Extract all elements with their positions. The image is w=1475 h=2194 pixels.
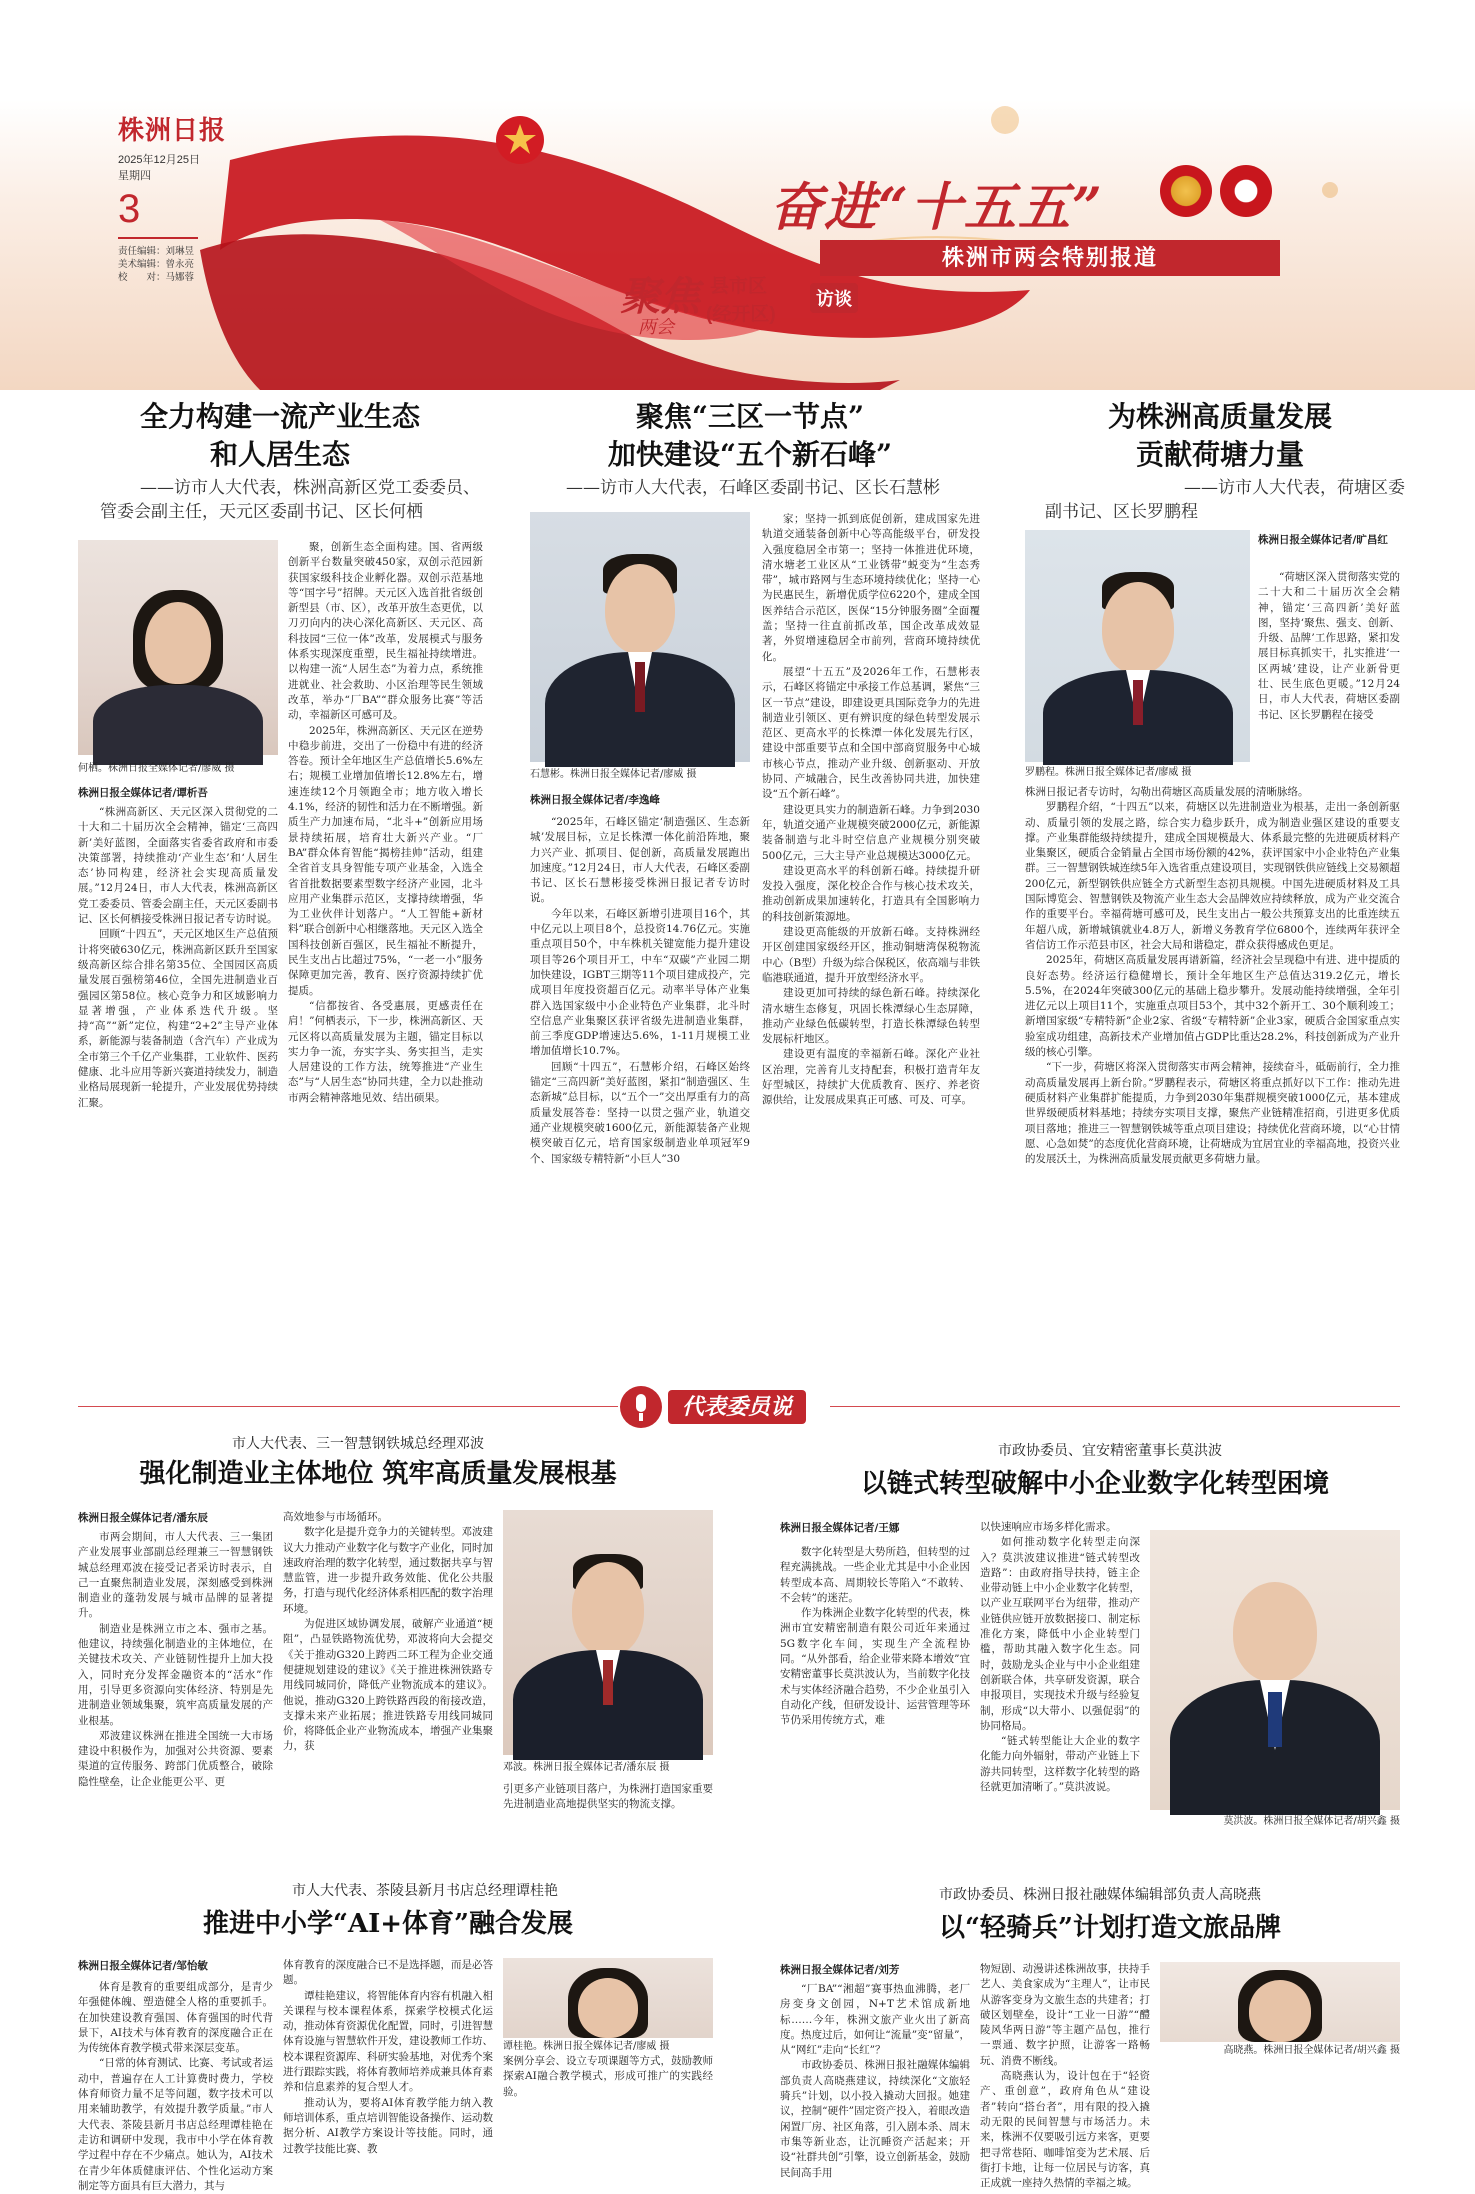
rep-b-col1 [780, 1545, 970, 1835]
rep-a-col2-p3: 为促进区域协调发展，破解产业通道“梗阻”，凸显铁路物流优势，邓波将向大会提交《关于推动G320上跨西二环工程为企业交通便捷规划建设的建议》《关于推进株洲铁路专用线同城同价，降低产业物流成本的建议》。他说，推动G320上跨铁路西段的衔接改造，支撑未来产业拓展；推进铁路专用线同城同价，将降低企业产业物流成本，增强产业集聚力，获 [283, 1618, 493, 1753]
issue-weekday: 星期四 [118, 170, 151, 182]
article-1-byline: 株洲日报全媒体记者/谭析吾 [78, 787, 208, 799]
section-label: 代表委员说 [668, 1390, 806, 1424]
rep-a-caption: 邓波。株洲日报全媒体记者/潘东辰 摄 [503, 1762, 670, 1773]
article-3-full-p4: “下一步，荷塘区将深入贯彻落实市两会精神，接续奋斗，砥砺前行，全力推动高质量发展再上新台阶。”罗鹏程表示，荷塘区将重点抓好以下工作：推动先进硬质材料产业集群扩能提质，力争到2030年集群规模突破1000亿元，基本建成世界级硬质材料基地；持续夯实项目支撑，聚焦产业链精准招商，引进更多优质项目落地；推进三一智慧钢铁城等重点项目建设；持续优化营商环境，以“心甘情愿、心急如焚”的态度优化营商环境，让荷塘成为宜居宜业的幸福高地，投资兴业的发展沃土，为株洲高质量发展贡献更多荷塘力量。 [1025, 1061, 1400, 1166]
rep-d-col2-p2: 高晓燕认为，设计包在于“轻资产、重创意”，政府角色从“建设者”转向“搭台者”，用有限的投入撬动无限的民间智慧与市场活力。未来，株洲不仅要吸引远方来客，更要把寻常巷陌、咖啡馆变为艺术展、后街打卡地，让每一位居民与访客，真正成就一座持久热情的幸福之城。 [980, 2070, 1150, 2190]
rep-a-col2 [283, 1510, 493, 1855]
rep-d-col1 [780, 1982, 970, 2179]
article-2-col1-p1: “2025年，石峰区锚定‘制造强区、生态新城’发展目标，立足长株潭一体化前沿阵地，聚力兴产业、抓项目、促创新，高质量发展跑出加速度。”12月24日，市人大代表，石峰区委副书记、区长石慧彬接受株洲日报记者专访时说。 [530, 816, 750, 905]
article-2-title-line2: 加快建设“五个新石峰” [607, 438, 893, 471]
article-3-subtitle [1045, 476, 1405, 524]
rep-b-kicker: 市政协委员、宜安精密董事长莫洪波 [998, 1443, 1222, 1459]
rep-a-col1 [78, 1530, 273, 1855]
focus-badge [620, 265, 880, 345]
section-divider-left [78, 1406, 618, 1407]
rep-b-col1-p2: 作为株洲企业数字化转型的代表，株洲市宜安精密制造有限公司近年来通过5G数字化车间，实现生产全流程协同。“从外部看，给企业带来降本增效”宜安精密董事长莫洪波认为，当前数字化技术与实体经济融合趋势，不少企业虽引入自动化产线，但研发设计、运营管理等环节仍采用传统方式，难 [780, 1607, 970, 1727]
article-2-col2-p2: 展望“十五五”及2026年工作，石慧彬表示，石峰区将锚定中承接工作总基调，紧焦“三区一节点”建设，即建设更具国际竞争力的先进制造业引领区、更有辨识度的绿色转型发展示范区、更高水平的长株潭一体化发展先行区，建设中部重要节点和全国中部商贸服务中心城市核心节点，推动产业升级、创新驱动、开放协同、产城融合，民生改善协同共进，加快建设“五个新石峰”。 [762, 665, 980, 801]
article-1-title-line1: 全力构建一流产业生态 [139, 400, 420, 433]
article-3-subtitle-line1: ——访市人大代表，荷塘区委 [1184, 478, 1405, 498]
rep-d-caption: 高晓燕。株洲日报全媒体记者/胡兴鑫 摄 [1223, 2045, 1400, 2056]
article-3-headline [1040, 398, 1400, 474]
rep-a-title: 强化制造业主体地位 筑牢高质量发展根基 [139, 1459, 617, 1489]
article-2-headline [540, 398, 960, 474]
rep-c-after-p1: 案例分享会、设立专项课题等方式，鼓励教师探索AI融合教学模式，形成可推广的实践经验。 [503, 2055, 713, 2098]
article-1-subtitle [100, 476, 480, 524]
article-2-col1-p2: 今年以来，石峰区新增引进项目16个，其中亿元以上项目8个，总投资14.76亿元。实施重点项目50个，中车株机关键宽能力提升建设项目等26个项目开工，中车“双碳”产业园二期加快建设，IGBT三期等11个项目建成投产，完成项目年度投资超百亿元。动率半导体产业集群入选国家级中小企业特色产业集群，北斗时空信息产业集聚区获评省级先进制造业集群，前三季度GDP增速达5.6%，1-11月规模工业增加值增长10.7%。 [530, 907, 750, 1058]
rep-b-col1-p1: 数字化转型是大势所趋，但转型的过程充满挑战。一些企业尤其是中小企业因转型成本高、周期较长等陷入“不敢转、不会转”的迷茫。 [780, 1546, 970, 1604]
article-2-col2-p7: 建设更有温度的幸福新石峰。深化产业社区治理，完善育儿支持配套，积极打造青年友好型城区，持续扩大优质教育、医疗、养老资源供给，让发展成果真正可感、可及、可享。 [762, 1048, 980, 1107]
rep-c-col1-p1: 体育是教育的重要组成部分，是青少年强健体魄、塑造健全人格的重要抓手。在加快建设教育强国、体育强国的时代背景下，AI技术与体育教育的深度融合正在为传统体育教学模式带来深层变革。 [78, 1981, 273, 2055]
article-2-title-line1: 聚焦“三区一节点” [635, 400, 865, 433]
article-3-byline: 株洲日报全媒体记者/旷昌红 [1258, 534, 1388, 546]
article-2-col2-p5: 建设更高能级的开放新石峰。支持株洲经开区创建国家级经开区，推动铜塘湾保税物流中心（B型）升级为综合保税区，依高端与非铁临港联通道，提升开放型经济水平。 [762, 926, 980, 984]
art-editor-credit: 美术编辑：曾永亮 [118, 259, 195, 270]
rep-a-photo [503, 1510, 713, 1755]
section-divider-right [830, 1406, 1400, 1407]
rep-c-after-photo [503, 2054, 713, 2098]
cppcc-emblem-icon [1220, 165, 1272, 217]
article-2-col2-p6: 建设更加可持续的绿色新石峰。持续深化清水塘生态修复，巩固长株潭绿心生态屏障，推动产业绿色低碳转型，打造长株潭绿色转型发展标杆地区。 [762, 987, 980, 1046]
rep-d-col2-p1: 物短剧、动漫讲述株洲故事，扶持手艺人、美食家成为“主理人”，让市民从游客变身为文旅生态的共建者；打破区划壁垒，设计“工业一日游”“醴陵风华两日游”等主题产品包，推行一票通、数字护照，让游客一路畅玩、消费不断线。 [980, 1963, 1150, 2067]
rep-d-photo [1160, 1962, 1400, 2042]
rep-a-col1-p3: 邓波建议株洲在推进全国统一大市场建设中积极作为，加强对公共资源、要素渠道的宣传服务、跨部门优质整合，破除隐性壁垒，让企业能更公平、更 [78, 1729, 273, 1788]
rep-a-col2-p1: 高效地参与市场循环。 [283, 1511, 388, 1523]
rep-a-after-p1: 引更多产业链项目落户，为株洲打造国家重要先进制造业高地提供坚实的物流支撑。 [503, 1783, 713, 1811]
lianghui-word: 两会 [638, 317, 674, 338]
rep-c-col1-p2: “日常的体育测试、比赛、考试或者运动中，普遍存在人工计算费时费力，学校体育师资力量不足等问题，数字技术可以用来辅助教学，有效提升教学质量。”市人大代表、茶陵县新月书店总经理谭桂艳在走访和调研中发现，我市中小学在体育教学过程中存在不少痛点。她认为，AI技术在青少年体质健康评估、个性化运动方案制定等方面具有巨大潜力，其与 [78, 2057, 273, 2192]
article-3-full-p3: 2025年，荷塘区高质量发展再谱新篇，经济社会呈现稳中有进、进中提质的良好态势。经济运行稳健增长，预计全年地区生产总值达319.2亿元，增长5.5%，在2024年突破300亿元的基础上稳步攀升。发展动能持续增强，全年引进亿元以上项目11个，实施重点项目53个，其中32个新开工、30个顺利竣工；新增国家级“专精特新”企业2家、省级“专精特新”企业3家，硬质合金国家重点实验室成功组建，高新技术产业增加值占GDP比重达28.2%，科技创新成为产业升级的核心引擎。 [1025, 954, 1400, 1059]
article-3-full-p2: 罗鹏程介绍，“十四五”以来，荷塘区以先进制造业为根基，走出一条创新驱动、质量引领的发展之路，综合实力稳步跃升，成为制造业强区建设的重要支撑。产业集群能级持续提升，建成全国规模最大、体系最完整的先进硬质材料产业集聚区，硬质合金销量占全国市场份额的42%，获评国家中小企业特色产业集群。三一智慧钢铁城连续5年入选省重点建设项目，实现钢铁供应链线上交易额超200亿元，新型钢铁供应链全方式新型生态初具规模。中国先进硬质材料及工具国际博览会、智慧钢铁及物流产业生态大会品牌效应持续释放，成为产业交流合作的重要平台。幸福荷塘可感可及，民生支出占一般公共预算支出的比重连续五年超八成，新增城镇就业4.8万人，新增义务教育学位6800个，连续两年获评全省信访工作示范县市区，社会大局和谐稳定，群众获得感成色更足。 [1025, 801, 1400, 951]
article-2-col1-p3: 回顾“十四五”，石慧彬介绍，石峰区始终锚定“三高四新”美好蓝图，紧扣“制造强区、生态新城”总目标，以“五个一”交出厚重有力的高质量发展答卷：坚持一以贯之强产业，轨道交通产业规模突破1600亿元，新能源装备产业规模突破百亿元，培育国家级制造业单项冠军9个、国家级专精特新“小巨人”30 [530, 1060, 750, 1165]
article-1-col1-p2: 回顾“十四五”，天元区地区生产总值预计将突破630亿元，株洲高新区跃升至国家级高新区综合排名第35位、全国园区高质量发展百强榜第46位，全国先进制造业百强园区第58位。核心竞争力和区域影响力显著增强，产业体系迭代升级。坚持“高”“新”定位，构建“2+2”主导产业体系，新能源与装备制造（含汽车）产业成为全市第三个千亿产业集群，工业软件、医药健康、北斗应用等新兴赛道持续发力，制造业格局展现新一轮提升，产业发展优势持续汇聚。 [78, 928, 278, 1109]
article-3-title-line2: 贡献荷塘力量 [1135, 438, 1304, 471]
national-emblem-icon [1160, 165, 1212, 217]
article-1-col2-p2: 2025年，株洲高新区、天元区在逆势中稳步前进，交出了一份稳中有进的经济答卷。预计全年地区生产总值增长5.6%左右；规模工业增加值增长12.8%左右，增速连续12个月领跑全市；地方收入增长4.1%，经济的韧性和活力在不断增强。新质生产力加速布局，“北斗+”创新应用场景持续拓展，培育壮大新兴产业。“厂BA”群众体育智能“揭榜挂帅”活动，组建全省首支具身智能专项产业基金，入选全省首批数据要素型数字经济产业园，北斗应用产业集群示范区，支撑持续增强，华为工业伙伴计划落户。“人工智能+新材料”联合创新中心相继落地。天元区入选全国科技创新百强区，民生福祉不断提升，民生支出占比超过75%，“一老一小”服务保障更加完善，教育、医疗资源持续扩优提质。 [288, 724, 483, 997]
rep-c-byline: 株洲日报全媒体记者/邹怡敏 [78, 1960, 208, 1972]
article-1-col2-p3: “信都按省、各受惠展，更感责任在肩！”何栖表示，下一步，株洲高新区、天元区将以高质量发展为主题，锚定目标以实力争一流，夯实字头、务实担当，走实人居建设的工作方法，统筹推进“产业生态”与“人居生态”协同共建，全力以赴推动市两会精神落地见效、结出硕果。 [288, 999, 483, 1104]
article-3-col-full [1025, 785, 1400, 1375]
article-1-subtitle-line1: ——访市人大代表，株洲高新区党工委委员、 [140, 478, 480, 498]
rep-c-col2-p2: 谭桂艳建议，将智能体育内容有机融入相关课程与校本课程体系，探索学校模式化运动，推动体育资源优化配置，同时，引进智慧体育设施与智慧软件开发，建设教师工作坊、校本课程资源库、科研实验基地，对优秀个案进行跟踪实践，将体育教师培养成兼具体育素养和信息素养的复合型人才。 [283, 1989, 493, 2094]
special-report-label: 株洲市两会特别报道 [820, 240, 1280, 276]
interview-tag: 访谈 [810, 283, 858, 313]
rep-c-col2 [283, 1958, 493, 2155]
rep-c-col2-p1: 体育教育的深度融合已不是选择题，而是必答题。 [283, 1959, 493, 1987]
rep-b-col2-p2: 如何推动数字化转型走向深入？莫洪波建议推进“链式转型改造路”：由政府指导扶持，链主企业带动链上中小企业数字化转型，以产业互联网平台为纽带，推动产业链供应链开放数据接口、制定标准化方案，降低中小企业转型门槛，帮助其融入数字化生态。同时，鼓励龙头企业与中小企业组建创新联合体，共享研发资源，联合申报项目，实现技术升级与经验复制，形成“以大带小、以强促弱”的协同格局。 [980, 1536, 1140, 1732]
section-label-badge [620, 1386, 820, 1428]
article-2-caption: 石慧彬。株洲日报全媒体记者/廖威 摄 [530, 769, 697, 780]
article-1-headline [100, 398, 460, 474]
rep-b-caption: 莫洪波。株洲日报全媒体记者/胡兴鑫 摄 [1223, 1816, 1400, 1827]
rep-c-col1 [78, 1980, 273, 2192]
slogan-title: 奋进“十五五” [770, 177, 1104, 238]
article-1-col2-p1: 聚，创新生态全面构建。国、省两级创新平台数量突破450家，双创示范园新获国家级科技企业孵化器。双创示范基地等“国字号”招牌。天元区入选首批省级创新型县（市、区），改革开放生态更优，以刀刃向内的决心深化高新区、天元区、高科技园“三位一体”改革，发展模式与服务体系实现深度重塑，民生福祉持续增进。以构建一流“人居生态”为着力点，系统推进就业、社会救助、小区治理等民生领域改革，举办“厂BA”“群众服务比赛”等活动，幸福新区可感可及。 [288, 541, 483, 722]
rep-a-col2-p2: 数字化是提升竞争力的关键转型。邓波建议大力推动产业数字化与数字产业化，同时加速政府治理的数字化转型，通过数据共享与智慧监管，进一步提升政务效能、优化公共服务，打造与现代化经济体系相匹配的数字治理环境。 [283, 1526, 493, 1615]
article-3-col-side [1258, 570, 1400, 780]
newspaper-logo: 株洲日报 [118, 116, 227, 146]
rep-d-col1-p2: 市政协委员、株洲日报社融媒体编辑部负责人高晓燕建议，持续深化“文旅轻骑兵”计划，以小投入撬动大回报。她建议，控制“硬件”固定资产投入，着眼改造闲置厂房、社区角落，引入剧本杀、周末市集等新业态，让沉睡资产活起来；开设“社群共创”引擎，设立创新基金，鼓励民间高手用 [780, 2059, 970, 2179]
rep-d-kicker: 市政协委员、株洲日报社融媒体编辑部负责人高晓燕 [939, 1887, 1261, 1903]
article-1-title-line2: 和人居生态 [209, 438, 350, 471]
article-2-photo [530, 512, 750, 762]
article-2-col2 [762, 512, 980, 1375]
rep-b-col2 [980, 1520, 1140, 1835]
article-3-title-line1: 为株洲高质量发展 [1107, 400, 1332, 433]
rep-a-after-photo [503, 1782, 713, 1852]
article-1-col1 [78, 805, 278, 1370]
article-3-full-p1: 株洲日报记者专访时，勾勒出荷塘区高质量发展的清晰脉络。 [1025, 786, 1309, 798]
article-2-col1 [530, 815, 750, 1375]
masthead-divider [118, 237, 198, 239]
focus-word: 聚焦 [620, 273, 700, 320]
masthead [118, 110, 228, 284]
rep-b-photo [1150, 1530, 1400, 1810]
article-2-col2-p1: 家；坚持一抓到底促创新，建成国家先进轨道交通装备创新中心等高能级平台，研发投入强度稳居全市第一；坚持一体推进优环境，清水塘老工业区从“工业锈带”蜕变为“生态秀带”，城市路网与生态环境持续优化；坚持一心为民惠民生，新增优质学位6220个，建成全国医养结合示范区，医保“15分钟服务圈”全面覆盖；坚持一往直前抓改革，国企改革成效显著，外贸增速稳居全市前列，营商环境持续优化。 [762, 513, 980, 663]
article-2-subtitle: ——访市人大代表，石峰区委副书记、区长石慧彬 [566, 478, 940, 498]
rep-c-photo [503, 1958, 713, 2038]
rep-c-kicker: 市人大代表、茶陵县新月书店总经理谭桂艳 [292, 1883, 558, 1899]
article-2-col2-p3: 建设更具实力的制造新石峰。力争到2030年，轨道交通产业规模突破2000亿元，新能源装备制造与北斗时空信息产业规模分别突破500亿元，三大主导产业总规模达3000亿元。 [762, 803, 980, 862]
rep-b-col2-p3: “链式转型能让大企业的数字化能力向外辐射，带动产业链上下游共同转型，这样数字化转型的路径就更加清晰了。”莫洪波说。 [980, 1735, 1140, 1794]
article-1-photo [78, 540, 278, 755]
article-2-col2-p4: 建设更高水平的科创新石峰。持续提升研发投入强度，深化校企合作与核心技术攻关，推动创新成果加速转化，打造具有全国影响力的科技创新策源地。 [762, 864, 980, 923]
article-2-byline: 株洲日报全媒体记者/李逸峰 [530, 794, 660, 806]
article-3-side-p1: “荷塘区深入贯彻落实党的二十大和二十届历次全会精神，锚定‘三高四新’美好蓝图，坚持‘聚焦、强支、创新、升级、品牌’工作思路，紧扣发展目标真抓实干，扎实推进‘一区两城’建设，让产业新骨更壮、民生底色更暖。”12月24日，市人大代表，荷塘区委副书记、区长罗鹏程在接受 [1258, 571, 1400, 721]
article-3-subtitle-line2: 副书记、区长罗鹏程 [1045, 502, 1198, 522]
kaifaqu-word: (经开区) [706, 304, 776, 325]
rep-b-byline: 株洲日报全媒体记者/王娜 [780, 1522, 900, 1534]
editor-credit: 责任编辑：刘琳昱 [118, 246, 195, 257]
rep-b-title: 以链式转型破解中小企业数字化转型困境 [860, 1469, 1329, 1499]
rep-d-title: 以“轻骑兵”计划打造文旅品牌 [939, 1913, 1281, 1943]
article-1-col2 [288, 540, 483, 1370]
rep-a-col1-p1: 市两会期间，市人大代表、三一集团产业发展事业部副总经理兼三一智慧钢铁城总经理邓波在接受记者采访时表示，自己一直聚焦制造业发展，深刻感受到株洲制造业的蓬勃发展与城市品牌的显著提升。 [78, 1531, 273, 1620]
page-number: 3 [118, 187, 141, 231]
issue-date: 2025年12月25日 [118, 154, 200, 166]
article-1-caption: 何栖。株洲日报全媒体记者/廖威 摄 [78, 763, 235, 774]
article-3-caption: 罗鹏程。株洲日报全媒体记者/廖威 摄 [1025, 767, 1192, 778]
rep-c-title: 推进中小学“AI+体育”融合发展 [202, 1909, 574, 1939]
rep-a-byline: 株洲日报全媒体记者/潘东辰 [78, 1512, 208, 1524]
rep-a-kicker: 市人大代表、三一智慧钢铁城总经理邓波 [232, 1436, 484, 1452]
county-word: 县市区 [710, 276, 768, 297]
article-3-photo [1025, 530, 1250, 762]
rep-c-caption: 谭桂艳。株洲日报全媒体记者/廖威 摄 [503, 2041, 670, 2052]
rep-a-col1-p2: 制造业是株洲立市之本、强市之基。他建议，持续强化制造业的主体地位，在关键技术攻关、产业链韧性提升上加大投入，同时充分发挥金融资本的“活水”作用，引导更多资源向实体经济、特别是先进制造业领域集聚，筑牢高质量发展的产业根基。 [78, 1622, 273, 1727]
rep-d-col2 [980, 1962, 1150, 2190]
article-1-subtitle-line2: 管委会副主任，天元区委副书记、区长何栖 [100, 502, 423, 522]
rep-d-byline: 株洲日报全媒体记者/刘芳 [780, 1964, 900, 1976]
rep-d-col1-p1: “厂BA”“湘超”赛事热血沸腾，老厂房变身文创园，N+T艺术馆成新地标……今年，株洲文旅产业火出了新高度。热度过后，如何让“流量”变“留量”，从“网红”走向“长红”？ [780, 1983, 970, 2057]
proofreader-credit: 校 对：马娜蓉 [118, 272, 195, 283]
rep-c-col2-p3: 推动认为，要将AI体育教学能力纳入教师培训体系，重点培训智能设备操作、运动数据分析、AI教学方案设计等技能。同时，通过教学技能比赛、教 [283, 2096, 493, 2155]
rep-b-col2-p1: 以快速响应市场多样化需求。 [980, 1521, 1117, 1533]
article-1-col1-p1: “株洲高新区、天元区深入贯彻党的二十大和二十届历次全会精神，锚定‘三高四新’美好蓝图，全面落实省委省政府和市委决策部署，持续推动‘产业生态’和‘人居生态’协同构建，经济社会实现高质量发展。”12月24日，市人大代表，株洲高新区党工委委员、管委会副主任，天元区委副书记、区长何栖接受株洲日报记者专访时说。 [78, 806, 278, 926]
